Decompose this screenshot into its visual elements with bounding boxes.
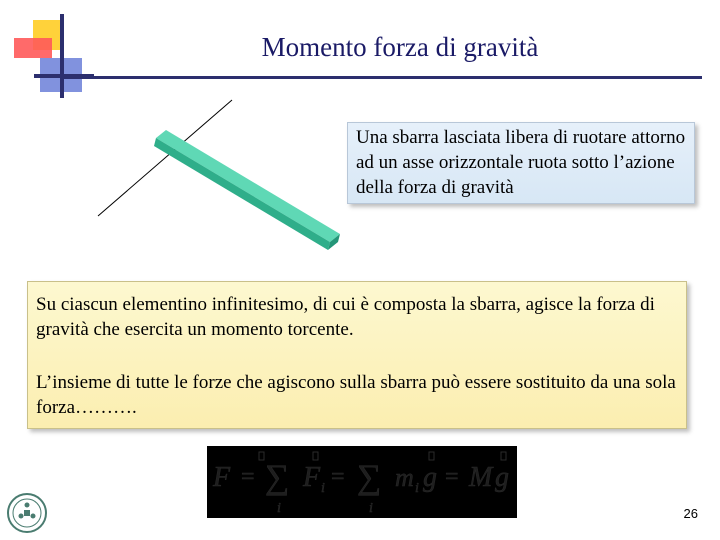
eq-Fi-sub: i — [321, 481, 325, 496]
eq-sum-2: ∑ — [357, 459, 382, 496]
eq-m-sub: i — [415, 481, 419, 496]
title-divider — [62, 76, 702, 79]
bar-diagram — [90, 92, 360, 272]
eq-equals-2: = — [331, 464, 345, 490]
university-seal-icon — [6, 492, 48, 534]
eq-equals-1: = — [241, 464, 255, 490]
eq-m: m — [395, 463, 414, 492]
explanation-box — [27, 281, 687, 429]
slide-title: Momento forza di gravità — [261, 32, 539, 62]
eq-sum-2-sub: i — [369, 501, 373, 516]
eq-equals-3: = — [445, 464, 459, 490]
page-number: 26 — [683, 506, 698, 521]
gravity-equation — [207, 446, 517, 518]
explanation-paragraph-1: Su ciascun elementino infinitesimo, di cui è composta la sbarra, agisce la forza di gravità che esercita un momento torcente. — [36, 294, 655, 340]
explanation-paragraph-2: L’insieme di tutte le forze che agiscono sulla sbarra può essere sostituito da una sola forza………. — [36, 372, 676, 418]
eq-F: F — [213, 462, 231, 493]
eq-Fi: F — [303, 462, 321, 493]
description-box: Una sbarra lasciata libera di ruotare attorno ad un asse orizzontale ruota sotto l’azione della forza di gravità — [347, 122, 695, 204]
eq-sum-1: ∑ — [265, 459, 290, 496]
eq-sum-1-sub: i — [277, 501, 281, 516]
eq-M: M — [469, 462, 493, 493]
bar-shape — [154, 130, 340, 250]
eq-g: g — [423, 462, 437, 493]
eq-g2: g — [495, 462, 509, 493]
